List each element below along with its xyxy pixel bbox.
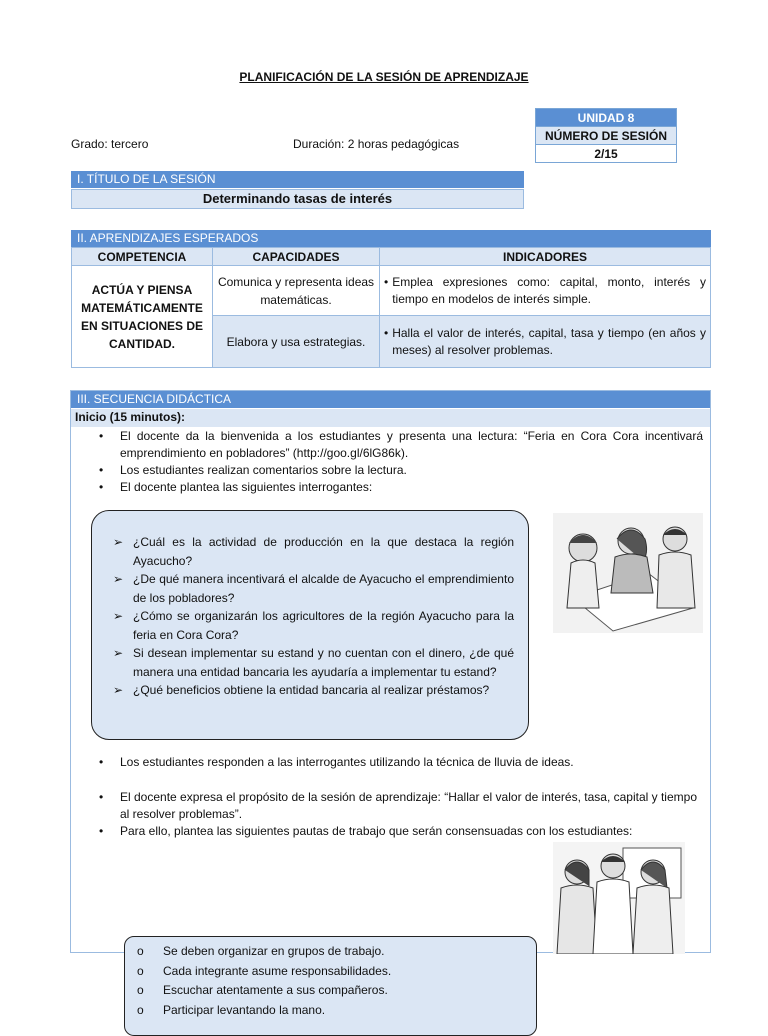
unidad-box: [535, 108, 677, 163]
numero-sesion-label: NÚMERO DE SESIÓN: [536, 127, 677, 145]
indicador-cell: [380, 316, 711, 368]
competencia-line: ACTÚA Y PIENSA: [91, 282, 193, 297]
pauta-item: o Escuchar atentamente a sus compañeros.: [137, 981, 391, 1001]
indicador-cell: [380, 266, 711, 316]
arrow-icon: ➢: [113, 535, 124, 549]
arrow-icon: ➢: [113, 646, 124, 660]
bullet-icon: •: [384, 325, 389, 340]
capacidad-cell: Elabora y usa estrategias.: [213, 316, 380, 368]
bullet-icon: •: [99, 755, 104, 769]
pautas-list: [137, 942, 391, 1020]
question-item: ➢ ¿Qué beneficios obtiene la entidad bancaria al realizar préstamos?: [113, 681, 514, 700]
arrow-icon: ➢: [113, 609, 124, 623]
competencia-line: CANTIDAD.: [109, 336, 175, 351]
competencia-line: MATEMÁTICAMENTE: [81, 300, 203, 315]
grado-text: Grado: tercero: [71, 137, 149, 151]
list-item: • Para ello, plantea las siguientes pautas de trabajo que serán consensuadas con los estudiantes:: [99, 824, 633, 838]
bullet-icon: •: [99, 463, 104, 477]
bullet-icon: •: [99, 480, 104, 494]
bullet-icon: •: [99, 824, 104, 838]
pauta-item: o Participar levantando la mano.: [137, 1001, 391, 1021]
list-item: • El docente da la bienvenida a los estudiantes y presenta una lectura: “Feria en Cora Cora incentivará emprendimiento en pobladores” (http://goo.gl/6lG86k).: [99, 429, 703, 460]
list-item: • El docente expresa el propósito de la sesión de aprendizaje: “Hallar el valor de interés, tasa, capital y tiempo al resolver problemas”.: [99, 790, 697, 821]
competencia-cell: [72, 266, 213, 368]
lluvia-bullet: [99, 754, 699, 771]
circle-bullet-icon: o: [137, 944, 144, 958]
section-secuencia-bar: III. SECUENCIA DIDÁCTICA: [71, 391, 710, 408]
bullet-icon: •: [99, 790, 104, 804]
section-titulo-bar: I. TÍTULO DE LA SESIÓN: [71, 171, 524, 188]
indicador-text: Emplea expresiones como: capital, monto, interés y tiempo en modelos de interés simple.: [392, 274, 706, 306]
list-item: • El docente plantea las siguientes interrogantes:: [99, 480, 373, 494]
aprendizajes-table: [71, 247, 711, 368]
arrow-icon: ➢: [113, 572, 124, 586]
proposito-bullets: [99, 789, 699, 840]
header-indicadores: INDICADORES: [380, 248, 711, 266]
questions-list: [113, 533, 514, 700]
question-item: ➢ Si desean implementar su estand y no cuentan con el dinero, ¿de qué manera una entidad bancaria les ayudaría a implementar tu estand?: [113, 644, 514, 681]
students-talking-illustration: [553, 842, 685, 954]
numero-sesion-value: 2/15: [536, 145, 677, 163]
question-item: ➢ ¿Cómo se organizarán los agricultores de la región Ayacucho para la feria en Cora Cora?: [113, 607, 514, 644]
arrow-icon: ➢: [113, 683, 124, 697]
list-item: • Los estudiantes realizan comentarios sobre la lectura.: [99, 463, 407, 477]
header-capacidades: CAPACIDADES: [213, 248, 380, 266]
section-aprendizajes-bar: II. APRENDIZAJES ESPERADOS: [71, 230, 711, 247]
inicio-heading: Inicio (15 minutos):: [71, 409, 710, 427]
students-illustration: [553, 513, 703, 633]
bullet-icon: •: [99, 429, 104, 443]
capacidad-cell: Comunica y representa ideas matemáticas.: [213, 266, 380, 316]
circle-bullet-icon: o: [137, 983, 144, 997]
session-title: Determinando tasas de interés: [71, 189, 524, 209]
indicador-text: Halla el valor de interés, capital, tasa y tiempo (en años y meses) al resolver problemas.: [392, 325, 706, 357]
document-title: PLANIFICACIÓN DE LA SESIÓN DE APRENDIZAJE: [239, 70, 529, 84]
duracion-text: Duración: 2 horas pedagógicas: [293, 137, 460, 151]
unidad-label: UNIDAD 8: [536, 109, 677, 127]
circle-bullet-icon: o: [137, 963, 144, 978]
bullet-icon: •: [384, 274, 389, 289]
header-competencia: COMPETENCIA: [72, 248, 213, 266]
competencia-line: EN SITUACIONES DE: [80, 318, 203, 333]
circle-bullet-icon: o: [137, 1002, 144, 1017]
pauta-item: o Se deben organizar en grupos de trabajo.: [137, 942, 391, 962]
question-item: ➢ ¿De qué manera incentivará el alcalde de Ayacucho el emprendimiento de los pobladores?: [113, 570, 514, 607]
inicio-bullets: [99, 428, 703, 496]
pauta-item: o Cada integrante asume responsabilidades.: [137, 962, 391, 982]
list-item: • Los estudiantes responden a las interrogantes utilizando la técnica de lluvia de ideas.: [99, 755, 574, 769]
question-item: ➢ ¿Cuál es la actividad de producción en la que destaca la región Ayacucho?: [113, 533, 514, 570]
